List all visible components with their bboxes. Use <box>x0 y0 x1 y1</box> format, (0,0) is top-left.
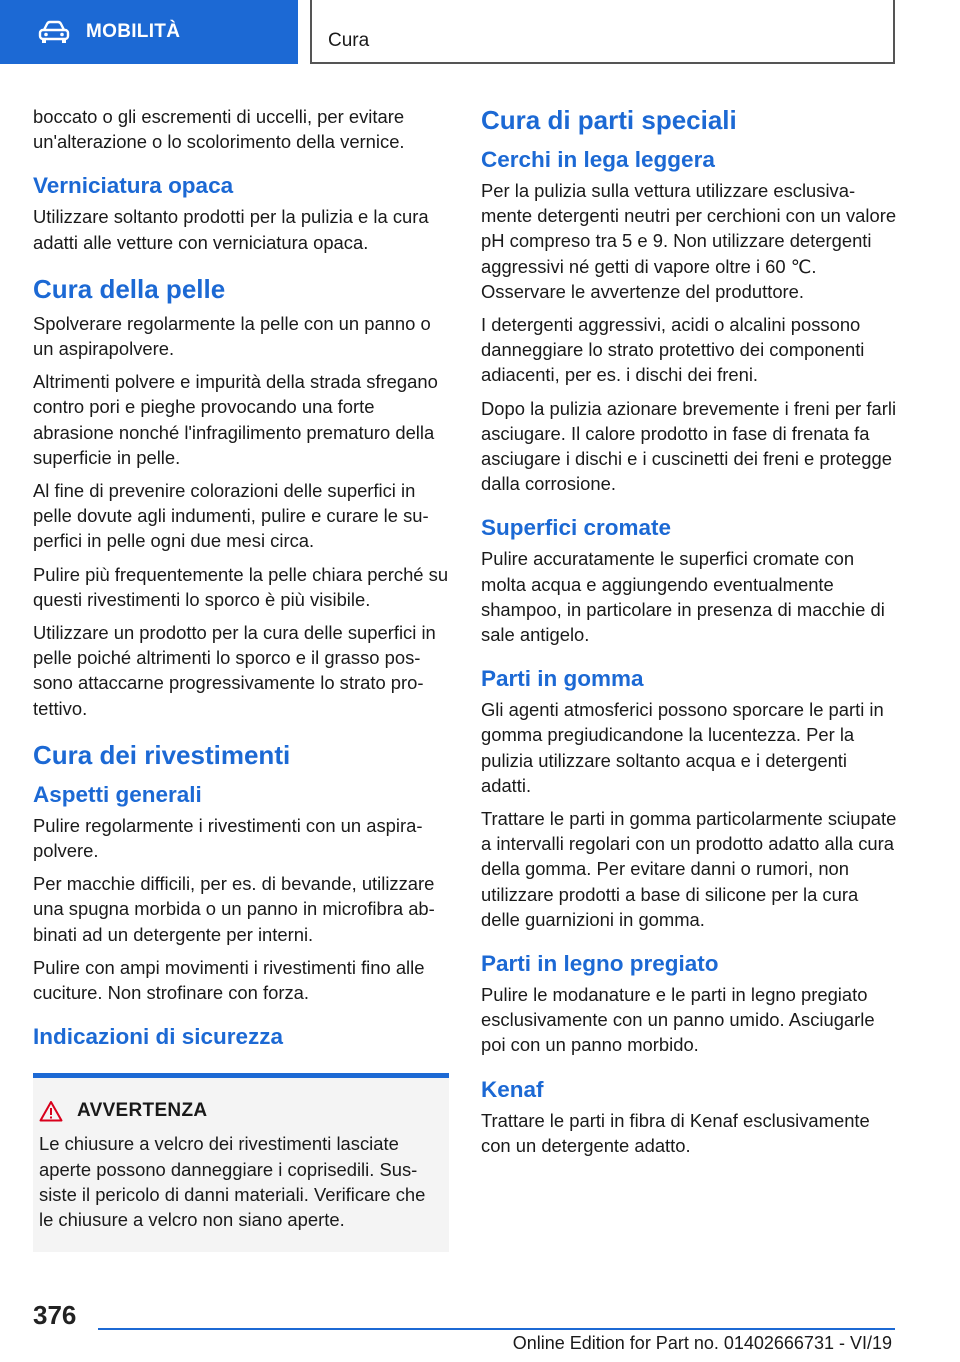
paragraph: Trattare le parti in gomma particolarmente sciupate a intervalli regolari con un prodotto adatto alla cura della gomma. Per evitare danni o rumori, non utilizzare prodotti a base di silicone per la cura delle guarnizioni in gomma. <box>481 808 897 930</box>
warning-header <box>39 1098 439 1123</box>
paragraph: Pulire le modanature e le parti in legno pregiato esclusivamente con un panno umido. Asciugarle poi con un panno morbido. <box>481 984 875 1056</box>
heading-cura-dei-rivestimenti: Cura dei rivestimenti <box>33 739 291 770</box>
heading-cura-di-parti-speciali: Cura di parti speciali <box>481 105 737 135</box>
chapter-tab[interactable] <box>310 0 895 64</box>
page-number: 376 <box>33 1300 77 1330</box>
car-icon <box>38 20 70 44</box>
warning-title: AVVERTENZA <box>77 1100 208 1122</box>
heading-kenaf: Kenaf <box>481 1076 544 1102</box>
right-column <box>481 104 897 1166</box>
paragraph: I detergenti aggressivi, acidi o alcalini possono danneggiare lo strato protettivo dei componenti adiacenti, per es. i dischi dei freni. <box>481 314 865 386</box>
heading-cerchi-in-lega-leggera: Cerchi in lega leggera <box>481 147 715 172</box>
paragraph: Per la pulizia sulla vettura utilizzare esclusivamente detergenti neutri per cerchioni con un valore pH compreso tra 5 e 9. Non utilizzare detergenti aggressivi né getti di vapore oltre i 60 ℃. Osservare le avvertenze del produttore. <box>481 180 897 302</box>
heading-indicazioni-di-sicurezza: Indicazioni di sicurezza <box>33 1024 284 1050</box>
footer-divider <box>98 1328 895 1330</box>
heading-parti-in-legno-pregiato: Parti in legno pregiato <box>481 951 719 977</box>
edition-text: Online Edition for Part no. 01402666731 - VI/19 <box>512 1333 892 1353</box>
paragraph: Al fine di prevenire colorazioni delle superfici in pelle dovute agli indumenti, pulire e curare le superfici in pelle ogni due mesi circa. <box>33 480 429 552</box>
heading-verniciatura-opaca: Verniciatura opaca <box>33 173 234 199</box>
paragraph: Altrimenti polvere e impurità della strada sfregano contro pori e pieghe provocando una forte abrasione nonché l'infragilimento prematuro della superficie in pelle. <box>33 371 438 468</box>
paragraph: Pulire regolarmente i rivestimenti con un aspirapolvere. <box>33 814 423 862</box>
section-tab[interactable] <box>0 0 298 64</box>
paragraph: Pulire con ampi movimenti i rivestimenti fino alle cuciture. Non strofinare con forza. <box>33 956 425 1004</box>
paragraph: Pulire più frequentemente la pelle chiara perché su questi rivestimenti lo sporco è più visibile. <box>33 563 449 610</box>
paragraph: Utilizzare soltanto prodotti per la pulizia e la cura adatti alle vetture con verniciatura opaca. <box>33 206 429 253</box>
left-column <box>33 104 449 1252</box>
intro-paragraph: boccato o gli escrementi di uccelli, per evitare un'alterazione o lo scolorimento della vernice. <box>33 106 405 153</box>
warning-text: Le chiusure a velcro dei rivestimenti lasciate aperte possono danneggiare i coprisedili. Sussiste il pericolo di danni materiali. Verificare che le chiusure a velcro non siano aperte. <box>39 1133 426 1231</box>
paragraph: Pulire accuratamente le superfici cromate con molta acqua e aggiungendo eventualmente shampoo, in particolare in presenza di macchie di sale antigelo. <box>481 548 885 646</box>
warning-box <box>33 1073 449 1252</box>
chapter-label: Cura <box>328 30 370 51</box>
paragraph: Per macchie difficili, per es. di bevande, utilizzare una spugna morbida o un panno in microfibra abbinati ad un detergente per interni. <box>33 873 435 945</box>
section-label: MOBILITÀ <box>86 21 181 42</box>
paragraph: Utilizzare un prodotto per la cura delle superfici in pelle poiché altrimenti lo sporco e il grasso possono attaccarne progressivamente lo strato protettivo. <box>33 622 436 719</box>
warning-triangle-icon <box>39 1100 63 1122</box>
heading-superfici-cromate: Superfici cromate <box>481 515 672 541</box>
heading-cura-della-pelle: Cura della pelle <box>33 273 226 304</box>
heading-parti-in-gomma: Parti in gomma <box>481 666 644 692</box>
paragraph: Spolverare regolarmente la pelle con un panno o un aspirapolvere. <box>33 312 431 360</box>
paragraph: Trattare le parti in fibra di Kenaf esclusivamente con un detergente adatto. <box>481 1109 870 1156</box>
heading-aspetti-generali: Aspetti generali <box>33 781 202 807</box>
paragraph: Gli agenti atmosferici possono sporcare le parti in gomma pregiudicandone la lucentezza. Per la pulizia utilizzare soltanto acqua e i detergenti adatti. <box>481 699 884 796</box>
paragraph: Dopo la pulizia azionare brevemente i freni per farli asciugare. Il calore prodotto in fase di frenata fa asciugare i dischi e i cuscinetti dei freni e protegge dalla corrosione. <box>481 397 897 495</box>
